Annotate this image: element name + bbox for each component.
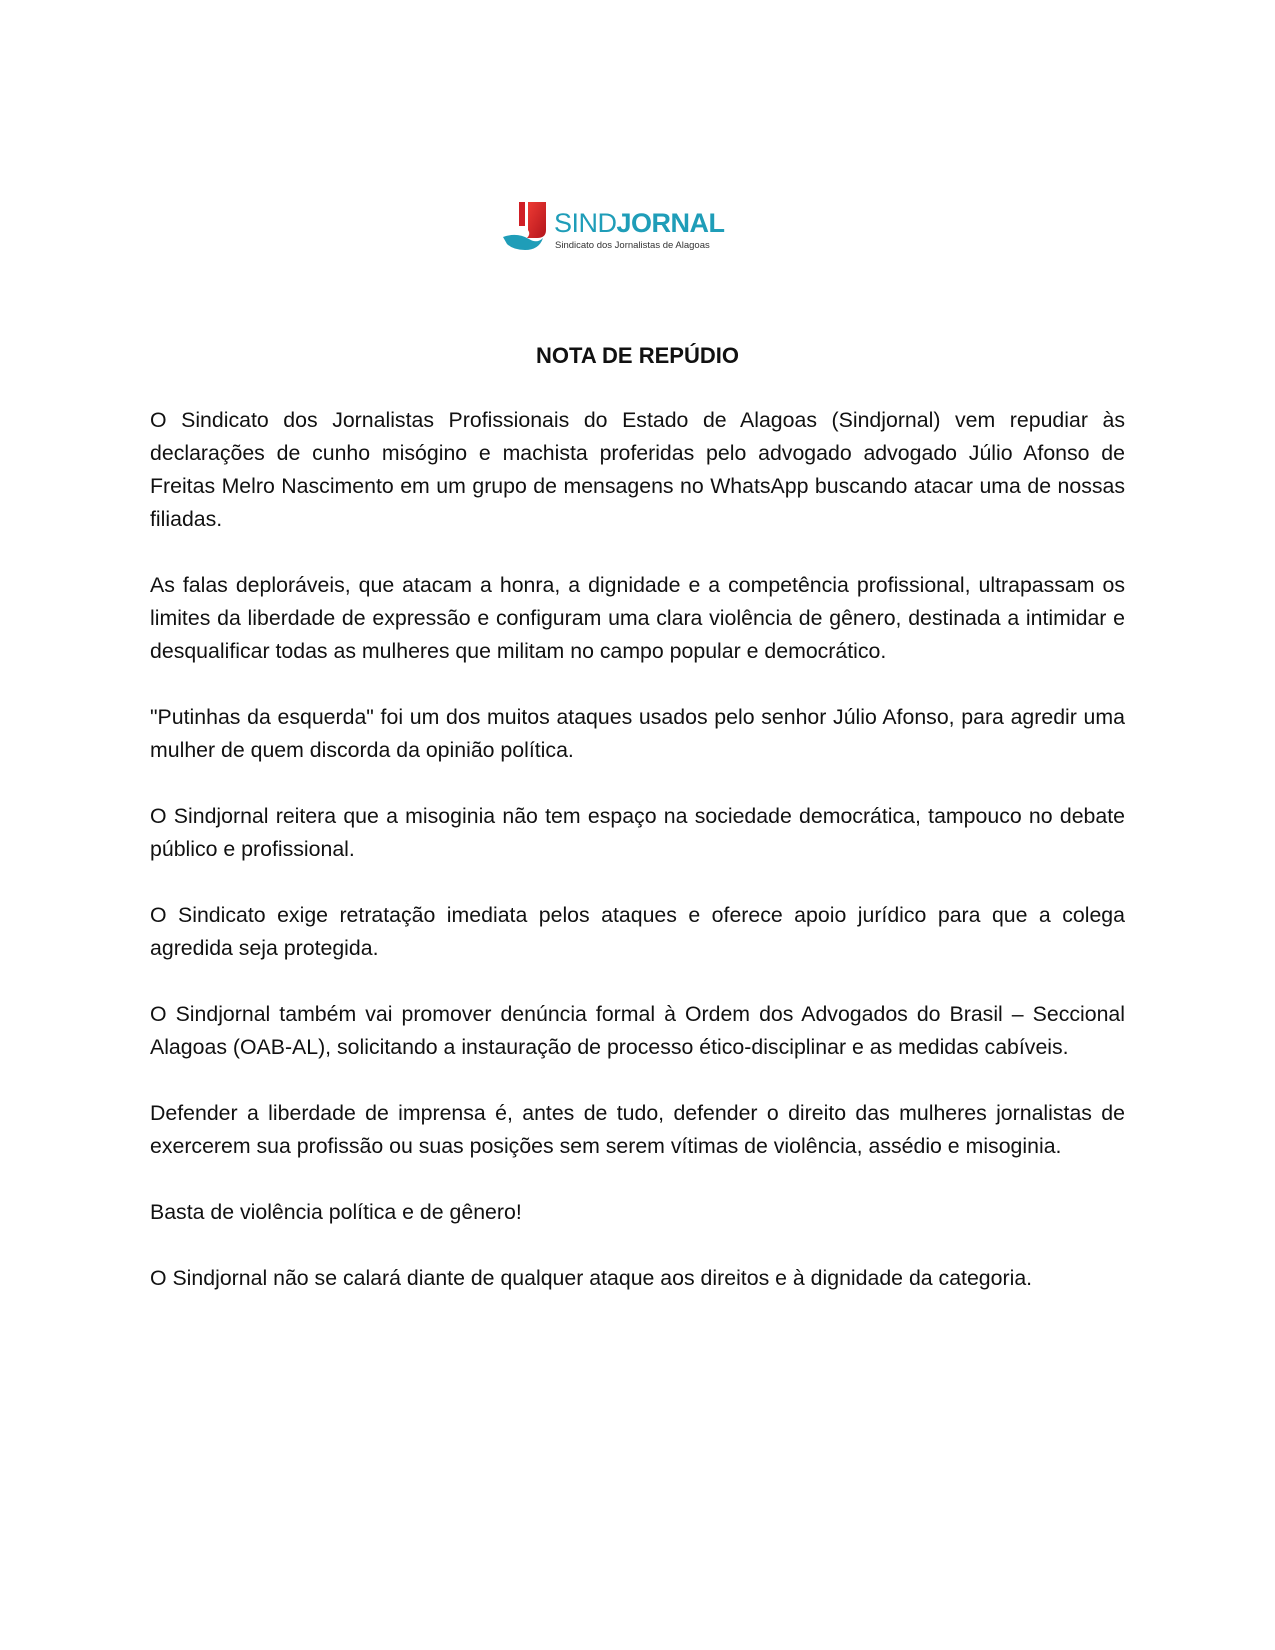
- paragraph: O Sindicato dos Jornalistas Profissionais do Estado de Alagoas (Sindjornal) vem repudiar às declarações de cunho misógino e machista proferidas pelo advogado advogado Júlio Afonso de Freitas Melro Nascimento em um grupo de mensagens no WhatsApp buscando atacar uma de nossas filiadas.: [150, 408, 1125, 531]
- logo-word-jornal: JORNAL: [616, 208, 725, 238]
- paragraph: O Sindjornal não se calará diante de qualquer ataque aos direitos e à dignidade da categoria.: [150, 1266, 1033, 1290]
- logo-mark-icon: [503, 202, 551, 252]
- paragraph: O Sindjornal reitera que a misoginia não tem espaço na sociedade democrática, tampouco no debate público e profissional.: [150, 804, 1125, 861]
- paragraph: O Sindicato exige retratação imediata pelos ataques e oferece apoio jurídico para que a colega agredida seja protegida.: [150, 903, 1125, 960]
- paragraph: As falas deploráveis, que atacam a honra, a dignidade e a competência profissional, ultrapassam os limites da liberdade de expressão e configuram uma clara violência de gênero, destinada a intimidar e desqualificar todas as mulheres que militam no campo popular e democrático.: [150, 573, 1125, 663]
- document-title: NOTA DE REPÚDIO: [536, 343, 739, 368]
- logo-wordmark: [554, 210, 725, 237]
- paragraph: Defender a liberdade de imprensa é, antes de tudo, defender o direito das mulheres jornalistas de exercerem sua profissão ou suas posições sem serem vítimas de violência, assédio e misoginia.: [150, 1101, 1125, 1158]
- sindjornal-logo: [503, 202, 743, 262]
- paragraph: Basta de violência política e de gênero!: [150, 1200, 522, 1224]
- document-body: [150, 404, 1125, 1328]
- logo-subtitle: Sindicato dos Jornalistas de Alagoas: [555, 240, 710, 251]
- paragraph: "Putinhas da esquerda" foi um dos muitos ataques usados pelo senhor Júlio Afonso, para agredir uma mulher de quem discorda da opinião política.: [150, 705, 1125, 762]
- paragraph: O Sindjornal também vai promover denúncia formal à Ordem dos Advogados do Brasil – Seccional Alagoas (OAB-AL), solicitando a instauração de processo ético-disciplinar e as medidas cabíveis.: [150, 1002, 1125, 1059]
- logo-word-sind: SIND: [554, 208, 617, 238]
